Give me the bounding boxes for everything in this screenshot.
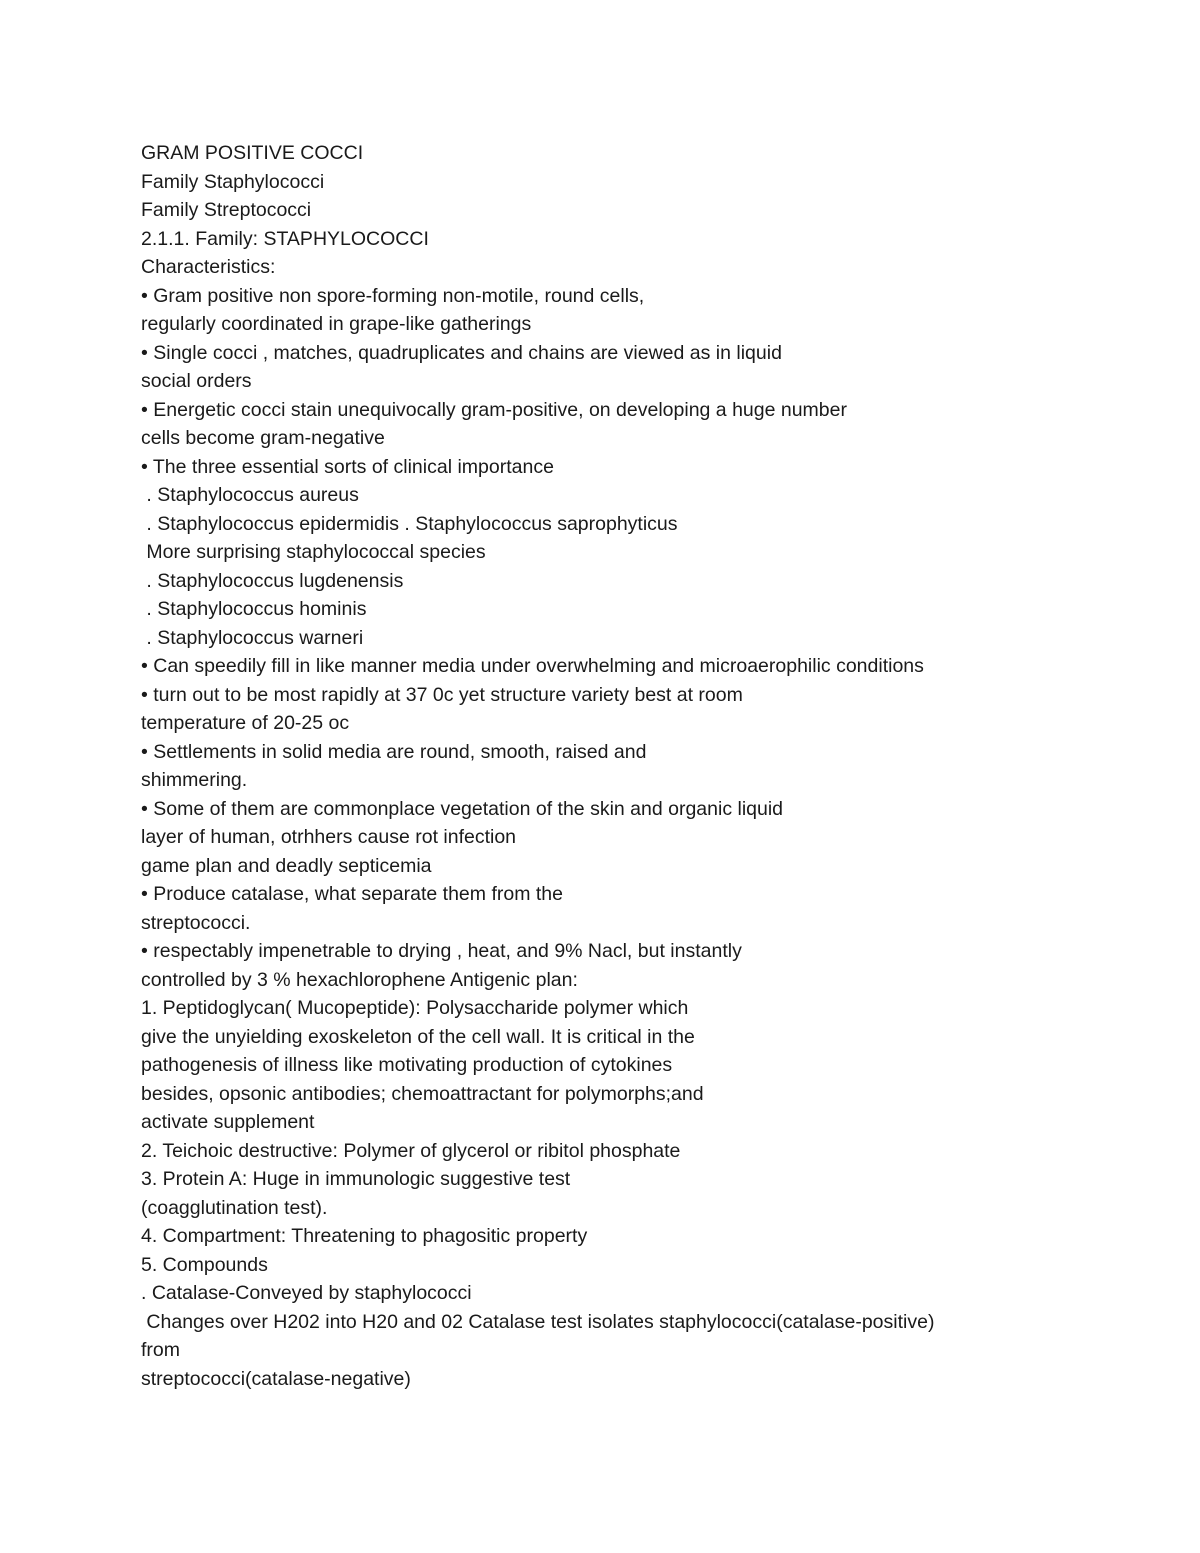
numbered-line: 5. Compounds (141, 1253, 268, 1276)
text-line: shimmering. (141, 769, 248, 791)
text-line: More surprising staphylococcal species (141, 541, 486, 563)
bullet-line: • Can speedily fill in like manner media under overwhelming and microaerophilic conditions (141, 655, 924, 677)
text-line: . Staphylococcus epidermidis . Staphylococcus saprophyticus (141, 512, 678, 535)
document-title: GRAM POSITIVE COCCI (141, 142, 364, 164)
text-line: streptococci. (141, 911, 251, 934)
text-line: controlled by 3 % hexachlorophene Antigenic plan: (141, 968, 578, 991)
text-line: Family Streptococci (141, 199, 312, 221)
numbered-line: 4. Compartment: Threatening to phagositic property (141, 1225, 588, 1247)
text-line: . Staphylococcus warneri (141, 626, 364, 649)
text-line: activate supplement (141, 1111, 315, 1133)
text-line: game plan and deadly septicemia (141, 854, 432, 877)
numbered-line: 3. Protein A: Huge in immunologic suggestive test (141, 1168, 571, 1190)
text-line: . Staphylococcus hominis (141, 598, 367, 620)
text-line: regularly coordinated in grape-like gatherings (141, 313, 532, 335)
text-line: give the unyielding exoskeleton of the cell wall. It is critical in the (141, 1025, 695, 1048)
bullet-line: • Some of them are commonplace vegetation of the skin and organic liquid (141, 797, 784, 820)
numbered-line: 1. Peptidoglycan( Mucopeptide): Polysaccharide polymer which (141, 997, 689, 1019)
text-line: . Staphylococcus lugdenensis (141, 569, 404, 592)
text-line: from (141, 1339, 180, 1361)
bullet-line: • Single cocci , matches, quadruplicates and chains are viewed as in liquid (141, 341, 782, 364)
text-line: Family Staphylococci (141, 170, 325, 193)
numbered-line: 2. Teichoic destructive: Polymer of glycerol or ribitol phosphate (141, 1139, 681, 1162)
document-body (141, 139, 1141, 1393)
text-line: besides, opsonic antibodies; chemoattractant for polymorphs;and (141, 1082, 704, 1105)
bullet-line: • turn out to be most rapidly at 37 0c yet structure variety best at room (141, 683, 743, 706)
text-line: . Catalase-Conveyed by staphylococci (141, 1282, 472, 1304)
text-line: Characteristics: (141, 256, 276, 278)
text-line: . Staphylococcus aureus (141, 484, 359, 506)
text-line: pathogenesis of illness like motivating production of cytokines (141, 1054, 673, 1076)
bullet-line: • Settlements in solid media are round, smooth, raised and (141, 740, 647, 763)
bullet-line: • Gram positive non spore-forming non-motile, round cells, (141, 284, 645, 307)
text-line: (coagglutination test). (141, 1196, 328, 1219)
text-line: cells become gram-negative (141, 427, 385, 449)
text-line: layer of human, otrhhers cause rot infection (141, 826, 517, 848)
text-line: Changes over H202 into H20 and 02 Catalase test isolates staphylococci(catalase-positive) (141, 1310, 935, 1333)
bullet-line: • Produce catalase, what separate them from the (141, 883, 563, 905)
bullet-line: • respectably impenetrable to drying , heat, and 9% Nacl, but instantly (141, 940, 742, 962)
text-line: streptococci(catalase-negative) (141, 1367, 411, 1390)
text-line: temperature of 20-25 oc (141, 712, 350, 734)
section-heading: 2.1.1. Family: STAPHYLOCOCCI (141, 227, 429, 250)
text-line: social orders (141, 370, 252, 392)
bullet-line: • The three essential sorts of clinical importance (141, 455, 554, 478)
bullet-line: • Energetic cocci stain unequivocally gram-positive, on developing a huge number (141, 398, 847, 421)
